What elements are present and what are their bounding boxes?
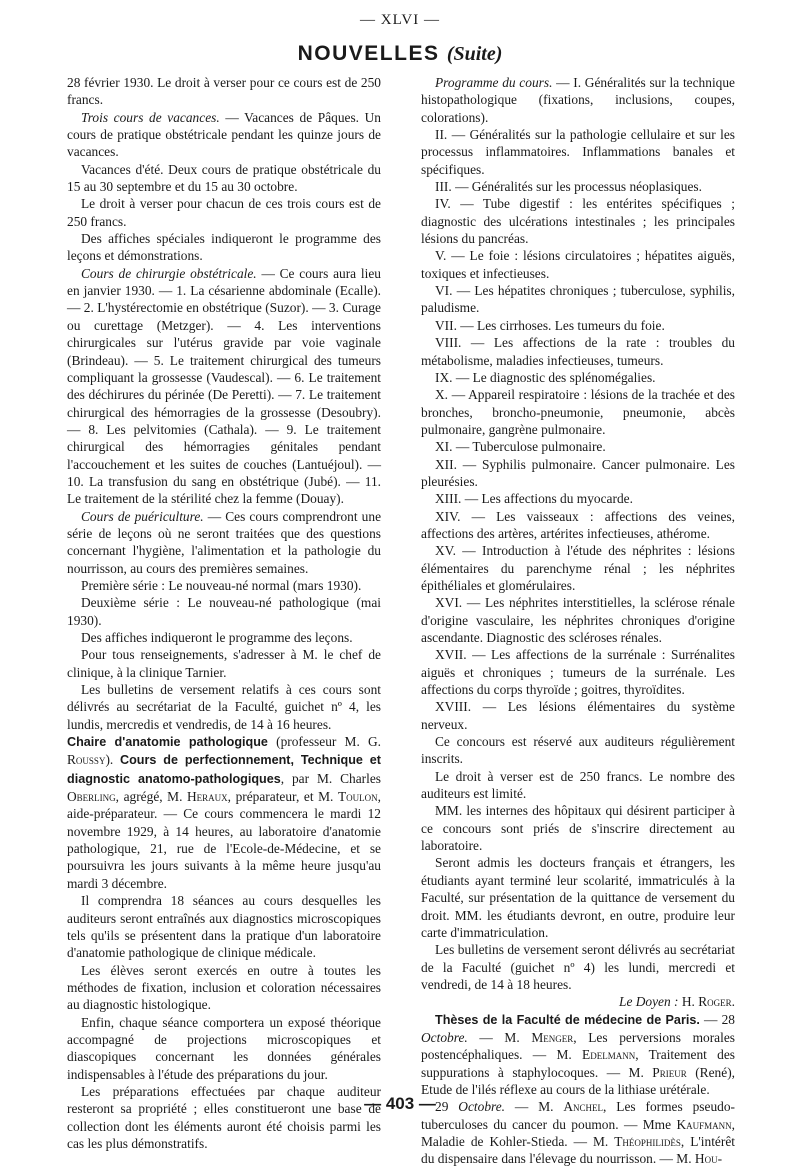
text: ). [105, 752, 120, 768]
text: , L'intérêt du dispensaire dans l'élevage du nourrisson. — M. [421, 1133, 735, 1167]
text: , Traitement des suppurations à staphylocoques. — M. [421, 1047, 735, 1080]
program-item: XI. — Tuberculose pulmonaire. [435, 439, 606, 455]
program-item: XIII. — Les affections du myocarde. [435, 491, 633, 507]
paragraph: Ce concours est réservé aux auditeurs régulièrement inscrits. [421, 734, 735, 767]
program-item: X. — Appareil respiratoire : lésions de la trachée et des bronches, broncho-pneumonie, pneumonie, abcès pulmonaire, gangrène pulmonaire. [421, 387, 735, 437]
text: , agrégé, M. [115, 789, 187, 805]
paragraph: MM. les internes des hôpitaux qui désirent participer à ce concours sont priés de s'inscrire directement au laboratoire. [421, 803, 735, 854]
person-name: Toulon [337, 789, 378, 805]
program-item: VI. — Les hépatites chroniques ; tuberculose, syphilis, paludisme. [421, 283, 735, 316]
person-name: Anchel [563, 1099, 604, 1115]
text: , Maladie de Kohler-Stieda. — M. [421, 1116, 735, 1149]
person-name: Théophilidès [614, 1133, 681, 1149]
program-item: XVI. — Les néphrites interstitielles, la sclérose rénale d'origine vasculaire, les néphrites chroniques d'origine ascendante. Diagnostic des scléroses rénales. [421, 595, 735, 645]
paragraph-label: Trois cours de vacances. [81, 109, 220, 125]
paragraph-anatomie [67, 733, 381, 892]
right-column [421, 74, 735, 1168]
person-name: Prieur [652, 1064, 687, 1080]
text: — 28 [699, 1011, 735, 1027]
program-item: IV. — Tube digestif : les entérites spécifiques ; diagnostic des ulcérations intestinales ; les principales lésions du pancréas. [421, 196, 735, 247]
title-main: NOUVELLES [297, 42, 440, 65]
paragraph: Des affiches indiqueront le programme des leçons. [81, 630, 353, 645]
section-title [0, 42, 800, 66]
paragraph: Le droit à verser est de 250 francs. Le nombre des auditeurs est limité. [421, 768, 735, 802]
program-item: XIV. — Les vaisseaux : affections des veines, affections des artères, artérites infectieuses, athérome. [421, 508, 735, 541]
paragraph: Le droit à verser pour chacun de ces trois cours est de 250 francs. [67, 196, 381, 229]
paragraph-text: — Vacances de Pâques. Un cours de pratique obstétricale pendant les quinze jours de vacances. [67, 109, 382, 160]
paragraph: Des affiches spéciales indiqueront le programme des leçons et démonstrations. [67, 231, 381, 264]
text: , aide-préparateur. — Ce cours commencera le mardi 12 novembre 1929, à 14 heures, au laboratoire d'anatomie pathologique, 21, rue de l'Ecole-de-Médecine, et se poursuivra les jours suivants à la même heure jusqu'au mardi 3 décembre. [67, 789, 381, 891]
person-name: Hou- [694, 1151, 723, 1167]
paragraph [67, 265, 381, 508]
paragraph-label: Programme du cours. [435, 75, 553, 90]
text: — M. [505, 1099, 564, 1115]
text: — M. [467, 1029, 532, 1045]
paragraph: Les bulletins de versement relatifs à ces cours sont délivrés au secrétariat de la Faculté, guichet nº 4, les lundis, mercredis et vendredis, de 14 à 16 heures. [67, 682, 381, 732]
program-item: III. — Généralités sur les processus néoplasiques. [435, 179, 702, 195]
program-item: IX. — Le diagnostic des splénomégalies. [435, 369, 656, 385]
person-name: Edelmann [582, 1047, 636, 1063]
paragraph-label: Cours de chirurgie obstétricale. [81, 265, 257, 281]
dean-signature [421, 993, 735, 1010]
person-name: Kaufmann [676, 1116, 732, 1132]
paragraph: Seront admis les docteurs français et étrangers, les étudiants ayant terminé leur scolarité, immatriculés à la Faculté, sur présentation de la quittance de versement du droit. MM. les étudiants devront, en outre, produire leur carte d'immatriculation. [421, 855, 735, 940]
chair-title: Chaire d'anatomie pathologique [67, 735, 268, 750]
paragraph: Les bulletins de versement seront délivrés au secrétariat de la Faculté (guichet nº 4) les lundi, mercredi et vendredi, de 14 à 18 heures. [421, 942, 735, 992]
paragraph: Vacances d'été. Deux cours de pratique obstétricale du 15 au 30 septembre et du 15 au 30 octobre. [67, 161, 381, 195]
signature-label: Le Doyen : [619, 994, 682, 1010]
paragraph [421, 74, 735, 126]
program-item: XVII. — Les affections de la surrénale : Surrénalites aiguës et chroniques ; tumeurs de la surrénale. Les affections du corps thyroïde ; goitres, thyroïdites. [421, 647, 735, 698]
paragraph [67, 109, 381, 161]
course-title: Cours de perfectionnement, Technique et diagnostic anatomo-pathologiques [67, 753, 382, 786]
paragraph: Pour tous renseignements, s'adresser à M. le chef de clinique, à la clinique Tarnier. [67, 647, 381, 680]
text: , par M. Charles [280, 770, 381, 786]
program-item: XII. — Syphilis pulmonaire. Cancer pulmonaire. Les pleurésies. [421, 456, 735, 489]
program-item: II. — Généralités sur la pathologie cellulaire et sur les processus inflammatoires. Inflammations banales et spécifiques. [421, 127, 735, 177]
paragraph: Il comprendra 18 séances au cours desquelles les auditeurs seront entraînés aux diagnostics microscopiques tels qu'ils se présentent dans la pratique d'un laboratoire d'anatomie pathologique de clinique médicale. [67, 893, 381, 961]
page-number: — 403 — [364, 1094, 436, 1113]
paragraph-text: — I. Généralités sur la technique histopathologique (fixations, inclusions, coupes, colorations). [421, 75, 735, 125]
paragraph: Les élèves seront exercés en outre à toutes les méthodes de fixation, inclusion et coloration nécessaires au diagnostic histologique. [67, 962, 381, 1013]
paragraph: 28 février 1930. Le droit à verser pour ce cours est de 250 francs. [67, 75, 381, 108]
text: , préparateur, et M. [227, 789, 338, 805]
program-item: XV. — Introduction à l'étude des néphrites : lésions élémentaires du parenchyme rénal ; les néphrites épithéliales et glomérulaires. [421, 543, 735, 593]
program-item: VIII. — Les affections de la rate : troubles du métabolisme, maladies infectieuses, tumeurs. [421, 335, 735, 368]
paragraph: Deuxième série : Le nouveau-né pathologique (mai 1930). [67, 595, 381, 628]
program-item: VII. — Les cirrhoses. Les tumeurs du foie. [435, 317, 665, 333]
date-label: Octobre. [421, 1029, 468, 1045]
left-column [67, 74, 381, 1152]
text: , Les formes pseudo-tuberculoses du cancer du poumon. — Mme [421, 1099, 735, 1132]
text: (René), Etude de l'ilés réflexe au cours de la lithiase urétérale. [421, 1064, 735, 1097]
theses-paragraph [421, 1011, 735, 1099]
paragraph-text: — Ces cours comprendront une série de leçons où ne seront traitées que des questions concernant l'hygiène, l'alimentation et la pathologie du nourrisson, au cours des premières semaines. [67, 508, 382, 576]
paragraph: Première série : Le nouveau-né normal (mars 1930). [81, 577, 362, 593]
paragraph [67, 508, 381, 577]
person-name: Oberling [67, 789, 116, 805]
date-label: Octobre. [458, 1099, 506, 1115]
person-name: Heraux [186, 789, 228, 805]
paragraph-label: Cours de puériculture. [81, 508, 204, 524]
paragraph: Enfin, chaque séance comportera un exposé théorique accompagné de projections microscopiques et diascopiques concernant les données générales indispensables à l'étude des préparations du jour. [67, 1014, 381, 1082]
program-item: XVIII. — Les lésions élémentaires du système nerveux. [421, 699, 735, 732]
roman-page-number: — XLVI — [360, 12, 440, 28]
text: 29 [435, 1099, 459, 1115]
program-item: V. — Le foie : lésions circulatoires ; hépatites aiguës, toxiques et infectieuses. [421, 248, 735, 281]
text: , Les perversions morales postencéphaliques. — M. [421, 1029, 735, 1063]
paragraph-text: — Ce cours aura lieu en janvier 1930. — 1. La césarienne abdominale (Ecalle). — 2. L'hystérectomie en obstétrique (Suzor). — 3. Curage ou curettage (Metzger). — 4. Les interventions chirurgicales sur l'utérus gravide par voie vaginale (Brindeau). — 5. Le traitement chirurgical des tumeurs compliquant la grossesse (Vaudescal). — 6. Le traitement des déchirures du périnée (De Peretti). — 7. Le traitement chirurgical des hémorragies de la grossesse (Desoubry). — 8. Les pelvitomies (Cathala). — 9. Le traitement chirurgical des hémorragies génitales pendant l'accouchement et les suites de couches (Lantuéjoul). — 10. La transfusion du sang en obstétrique (Jubé). — 11. Le traitement de la stérilité chez la femme (Douay). [67, 265, 381, 507]
person-name: Roussy [67, 752, 106, 768]
signature-name: H. Roger. [681, 994, 735, 1010]
paragraph: Les préparations effectuées par chaque auditeur resteront sa propriété ; elles constitueront une base de collection dont les éléments auront été choisis parmi les cas les plus démonstratifs. [67, 1083, 381, 1151]
theses-title: Thèses de la Faculté de médecine de Paris. [435, 1012, 700, 1027]
text: (professeur M. G. [267, 734, 382, 750]
person-name: Menger [531, 1029, 574, 1045]
title-suite: (Suite) [446, 43, 503, 65]
